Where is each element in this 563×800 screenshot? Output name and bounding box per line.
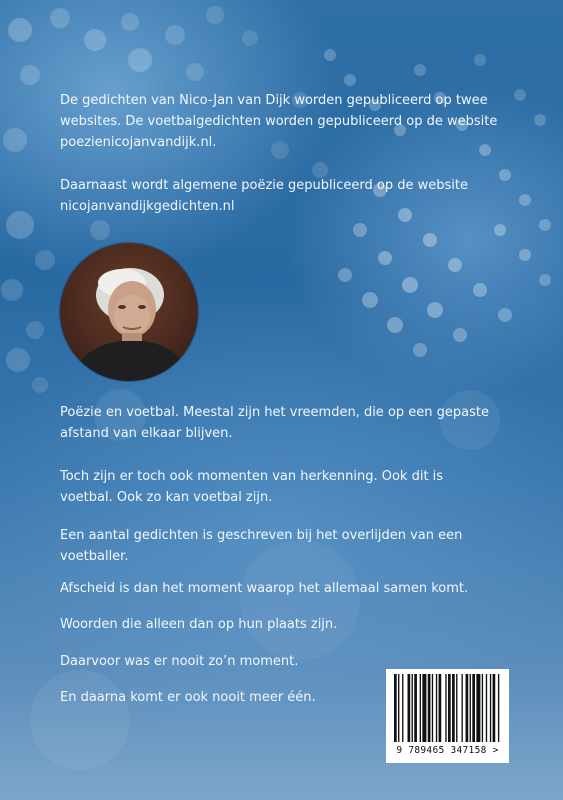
barcode-bar <box>462 674 463 742</box>
barcode-bar <box>482 674 483 742</box>
body-paragraph-1: Poëzie en voetbal. Meestal zijn het vreemden, die op een gepaste afstand van elkaar blijven. <box>60 405 489 441</box>
barcode-bar <box>422 674 426 742</box>
author-photo <box>60 243 198 381</box>
intro-paragraph-1: De gedichten van Nico-Jan van Dijk worden gepubliceerd op twee websites. De voetbalgedichten worden gepubliceerd op de website poezienicojanvandijk.nl. <box>60 93 498 150</box>
barcode-bar <box>448 674 451 742</box>
barcode-bar <box>476 674 480 742</box>
barcode-bars <box>386 669 509 745</box>
body-paragraph-5: Woorden die alleen dan op hun plaats zijn. <box>60 617 338 632</box>
barcode-bar <box>414 674 417 742</box>
barcode-bar <box>472 674 475 742</box>
intro-paragraph-2: Daarnaast wordt algemene poëzie gepubliceerd op de website nicojanvandijkgedichten.nl <box>60 178 468 214</box>
barcode-bar <box>394 674 397 742</box>
body-paragraph-4: Afscheid is dan het moment waarop het allemaal samen komt. <box>60 581 469 596</box>
body-paragraph-3: Een aantal gedichten is geschreven bij het overlijden van een voetballer. <box>60 528 463 564</box>
barcode-bar <box>498 674 499 742</box>
isbn-digits: 9 789465 347158 > <box>396 745 499 756</box>
isbn-barcode <box>386 669 509 763</box>
barcode-bar <box>402 674 403 742</box>
barcode-bar <box>408 674 411 742</box>
barcode-bar <box>428 674 431 742</box>
barcode-bar <box>452 674 455 742</box>
barcode-bar <box>432 674 433 742</box>
barcode-bar <box>490 674 491 742</box>
barcode-bar <box>412 674 413 742</box>
barcode-bar <box>439 674 442 742</box>
barcode-bar <box>466 674 469 742</box>
barcode-bar <box>436 674 437 742</box>
barcode-bar <box>398 674 399 742</box>
body-paragraph-7: En daarna komt er ook nooit meer één. <box>60 690 316 705</box>
barcode-bar <box>470 674 471 742</box>
barcode-bar <box>456 674 457 742</box>
barcode-bar <box>445 674 446 742</box>
body-paragraph-2: Toch zijn er toch ook momenten van herkenning. Ook dit is voetbal. Ook zo kan voetbal zijn. <box>60 469 444 505</box>
author-portrait <box>60 243 198 381</box>
barcode-bar <box>486 674 487 742</box>
body-paragraph-6: Daarvoor was er nooit zo’n moment. <box>60 654 299 669</box>
barcode-bar <box>420 674 421 742</box>
barcode-bar <box>493 674 496 742</box>
